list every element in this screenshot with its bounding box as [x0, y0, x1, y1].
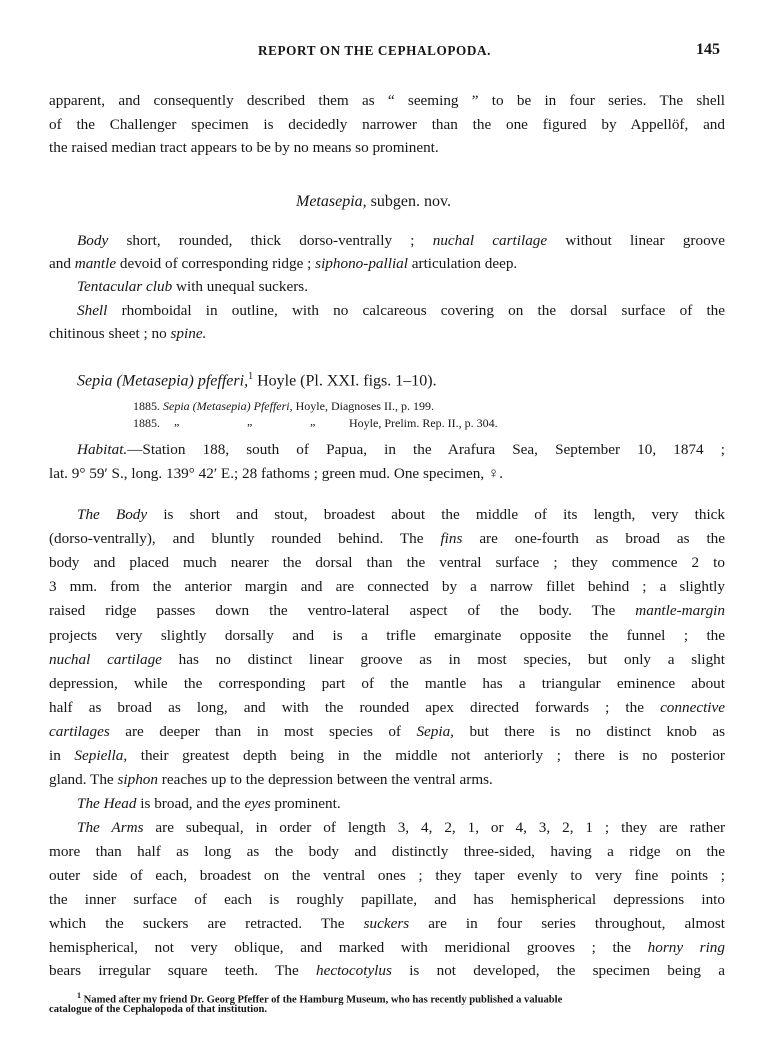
arms-line-7: bears irregular square teeth. The hectocotylus is not developed, the specimen being a — [49, 962, 725, 979]
body-line-11: in Sepiella, their greatest depth being in the middle not anteriorly ; there is no posterior — [49, 747, 725, 764]
body-line-6: projects very slightly dorsally and is a trifle emarginate opposite the funnel ; the — [49, 627, 725, 644]
page-number: 145 — [696, 41, 720, 58]
habitat-line-1: Habitat.—Station 188, south of Papua, in the Arafura Sea, September 10, 1874 ; — [77, 441, 725, 458]
reference-2-text: Hoyle, Prelim. Rep. II., p. 304. — [349, 416, 498, 430]
body-line-8: depression, while the corresponding part of the mantle has a triangular eminence about — [49, 675, 725, 692]
arms-line-4: the inner surface of each is roughly papillate, and has hemispherical depressions into — [49, 891, 725, 908]
body-line-5: raised ridge passes down the ventro-lateral aspect of the body. The mantle-margin — [49, 602, 725, 619]
intro-line-1: apparent, and consequently described them as “ seeming ” to be in four series. The shell — [49, 92, 725, 109]
arms-line-2: more than half as long as the body and distinctly three-sided, having a ridge on the — [49, 843, 725, 860]
body-line-7: nuchal cartilage has no distinct linear groove as in most species, but only a slight — [49, 651, 725, 668]
body-line-3: body and placed much nearer the dorsal than the ventral surface ; they commence 2 to — [49, 554, 725, 571]
footnote-line-1: $^1$ Named after my friend Dr. Georg Pfeffer of the Hamburg Museum, who has recently published a valuable — [77, 991, 563, 1006]
reference-2: 1885. — [133, 416, 160, 430]
habitat-line-2: lat. 9° 59′ S., long. 139° 42′ E.; 28 fathoms ; green mud. One specimen, ♀. — [49, 465, 504, 482]
arms-line-6: hemispherical, not very oblique, and marked with meridional grooves ; the horny ring — [49, 939, 725, 956]
diagnosis-line-3: Tentacular club with unequal suckers. — [77, 278, 309, 295]
head-paragraph: The Head is broad, and the eyes prominent. — [77, 795, 341, 812]
body-line-12: gland. The siphon reaches up to the depression between the ventral arms. — [49, 771, 493, 788]
arms-line-5: which the suckers are retracted. The suckers are in four series throughout, almost — [49, 915, 725, 932]
ditto-mark-1: „ — [174, 414, 180, 428]
body-line-10: cartilages are deeper than in most species of Sepia, but there is no distinct knob as — [49, 723, 726, 740]
body-line-4: 3 mm. from the anterior margin and are connected by a narrow fillet behind ; a slightly — [49, 578, 725, 595]
subgenus-heading: Metasepia, subgen. nov. — [296, 193, 451, 210]
diagnosis-line-1: Body short, rounded, thick dorso-ventrally ; nuchal cartilage without linear groove — [77, 232, 725, 249]
body-line-9: half as broad as long, and with the rounded apex directed forwards ; the connective — [49, 699, 725, 716]
reference-1: 1885. Sepia (Metasepia) Pfefferi, Hoyle, Diagnoses II., p. 199. — [133, 399, 434, 413]
diagnosis-line-5: chitinous sheet ; no spine. — [49, 325, 207, 342]
intro-line-2: of the Challenger specimen is decidedly narrower than the one figured by Appellöf, and — [49, 116, 725, 133]
diagnosis-line-2: and mantle devoid of corresponding ridge ; siphono-pallial articulation deep. — [49, 255, 518, 272]
ditto-mark-2: „ — [247, 414, 253, 428]
arms-line-1: The Arms are subequal, in order of length 3, 4, 2, 1, or 4, 3, 2, 1 ; they are rather — [77, 819, 726, 836]
ditto-mark-3: „ — [310, 414, 316, 428]
body-line-2: (dorso-ventrally), and bluntly rounded behind. The fins are one-fourth as broad as the — [49, 530, 725, 547]
arms-line-3: outer side of each, broadest on the ventral ones ; they taper evenly to very fine points ; — [49, 867, 725, 884]
diagnosis-line-4: Shell rhomboidal in outline, with no calcareous covering on the dorsal surface of the — [77, 302, 725, 319]
body-line-1: The Body is short and stout, broadest about the middle of its length, very thick — [77, 506, 725, 523]
footnote-line-2: catalogue of the Cephalopoda of that institution. — [49, 1004, 268, 1015]
species-heading: Sepia (Metasepia) pfefferi,$^1$ Hoyle (Pl. XXI. figs. 1–10). — [77, 371, 437, 390]
running-title: REPORT ON THE CEPHALOPODA. — [258, 43, 491, 58]
intro-line-3: the raised median tract appears to be by no means so prominent. — [49, 139, 439, 156]
